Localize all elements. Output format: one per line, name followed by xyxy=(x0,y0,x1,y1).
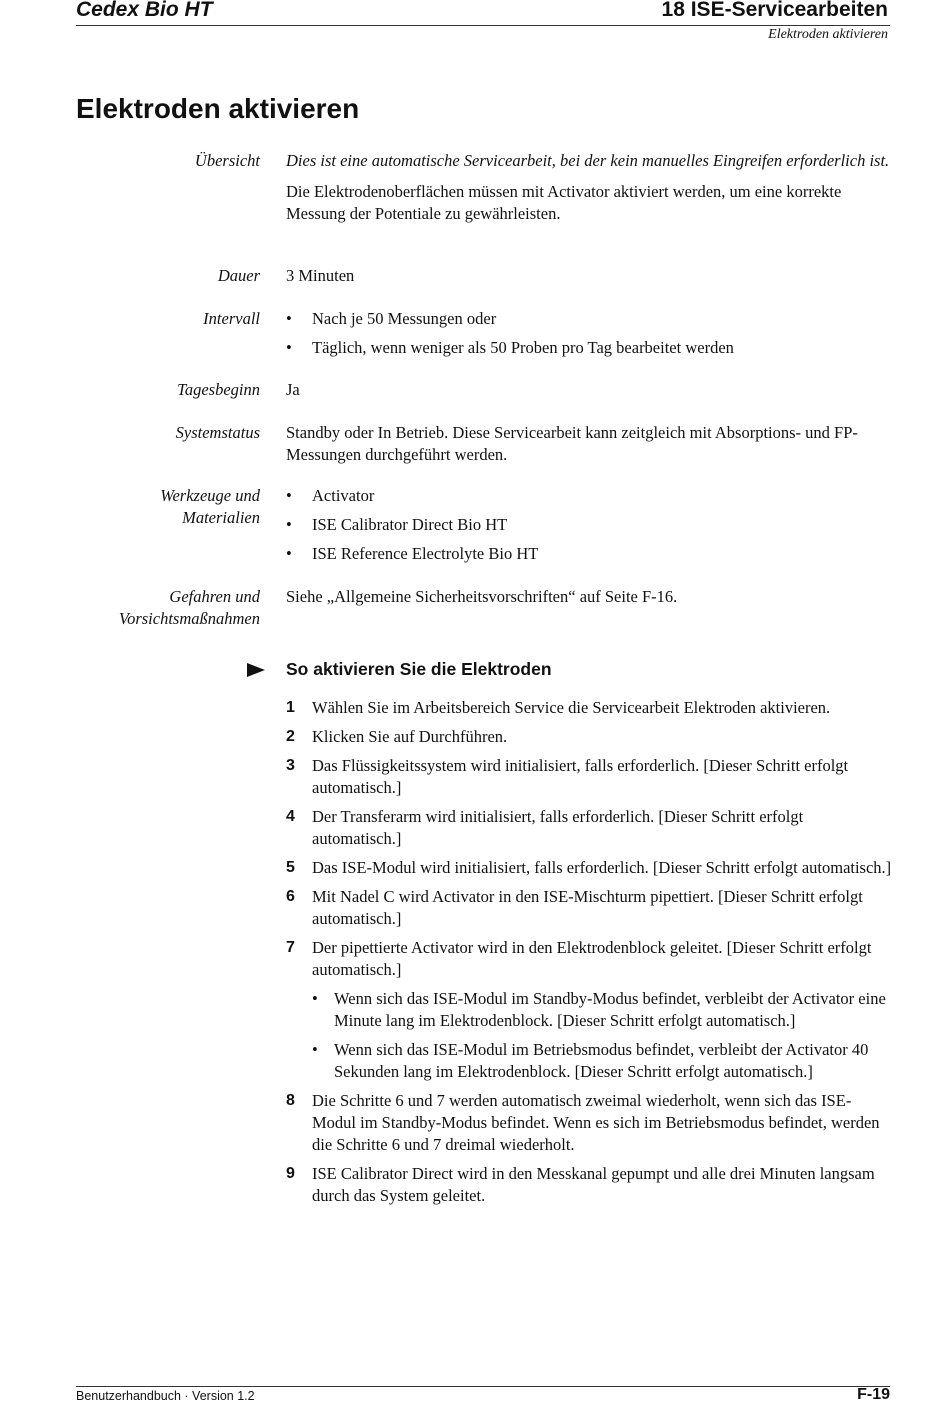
product-name: Cedex Bio HT xyxy=(76,0,213,21)
list-item: • Täglich, wenn weniger als 50 Proben pro Tag bearbeitet werden xyxy=(286,337,892,359)
tools-content xyxy=(286,485,892,572)
procedure-title: So aktivieren Sie die Elektroden xyxy=(286,659,552,679)
step-number: 3 xyxy=(286,757,295,774)
duration-value: 3 Minuten xyxy=(286,266,355,285)
step-text: Das Flüssigkeitssystem wird initialisiert, falls erforderlich. [Dieser Schritt erfolgt automatisch.] xyxy=(312,756,849,797)
procedure-step xyxy=(286,1163,892,1207)
step-number: 7 xyxy=(286,939,295,956)
footer-rule xyxy=(76,1386,890,1387)
chapter-title: 18 ISE-Servicearbeiten xyxy=(661,0,888,21)
daystart-label: Tagesbeginn xyxy=(177,380,260,399)
step-number: 6 xyxy=(286,888,295,905)
step-text: Die Schritte 6 und 7 werden automatisch zweimal wiederholt, wenn sich das ISE-Modul im Standby-Modus befindet. Wenn es sich im Betriebsmodus befindet, werden die Schritte 6 und 7 dreimal wiederholt. xyxy=(312,1091,880,1154)
list-item: • Activator xyxy=(286,485,892,507)
step-sub-list xyxy=(312,988,892,1083)
step-text: Klicken Sie auf Durchführen. xyxy=(312,727,508,746)
overview-content xyxy=(286,150,892,225)
section-title: Elektroden aktivieren xyxy=(768,27,888,42)
list-item: • Nach je 50 Messungen oder xyxy=(286,308,892,330)
procedure-step xyxy=(286,1090,892,1156)
procedure-steps xyxy=(286,697,892,1214)
step-text: Wählen Sie im Arbeitsbereich Service die Servicearbeit Elektroden aktivieren. xyxy=(312,698,831,717)
procedure-step xyxy=(286,697,892,719)
step-text: Der Transferarm wird initialisiert, falls erforderlich. [Dieser Schritt erfolgt automatisch.] xyxy=(312,807,804,848)
system-status-label: Systemstatus xyxy=(175,423,260,442)
step-text: Der pipettierte Activator wird in den Elektrodenblock geleitet. [Dieser Schritt erfolgt automatisch.] xyxy=(312,938,872,979)
list-item: • ISE Reference Electrolyte Bio HT xyxy=(286,543,892,565)
step-number: 5 xyxy=(286,859,295,876)
procedure-step xyxy=(286,886,892,930)
list-item: • Wenn sich das ISE-Modul im Standby-Modus befindet, verbleibt der Activator eine Minute lang im Elektrodenblock. [Dieser Schritt erfolgt automatisch.] xyxy=(312,988,892,1032)
overview-paragraph-1: Dies ist eine automatische Servicearbeit, bei der kein manuelles Eingreifen erforderlich ist. xyxy=(286,151,890,170)
step-number: 9 xyxy=(286,1165,295,1182)
tools-label-line-2: Materialien xyxy=(182,508,260,527)
tools-label xyxy=(60,485,260,529)
procedure-step xyxy=(286,937,892,1083)
tools-label-line-1: Werkzeuge und xyxy=(160,486,260,505)
step-number: 4 xyxy=(286,808,295,825)
overview-paragraph-2: Die Elektrodenoberflächen müssen mit Activator aktiviert werden, um eine korrekte Messung der Potentiale zu gewährleisten. xyxy=(286,182,842,223)
interval-label: Intervall xyxy=(203,309,260,328)
procedure-step xyxy=(286,755,892,799)
hazards-label-line-1: Gefahren und xyxy=(169,587,260,606)
overview-label: Übersicht xyxy=(194,151,260,170)
footer-manual-version: Benutzerhandbuch · Version 1.2 xyxy=(76,1389,255,1403)
procedure-arrow-icon xyxy=(247,663,265,677)
duration-label: Dauer xyxy=(217,266,260,285)
system-status-value: Standby oder In Betrieb. Diese Servicearbeit kann zeitgleich mit Absorptions- und FP-Messungen durchgeführt werden. xyxy=(286,423,858,464)
page-number: F-19 xyxy=(857,1386,890,1403)
step-number: 1 xyxy=(286,699,295,716)
step-number: 2 xyxy=(286,728,295,745)
header-rule xyxy=(76,25,890,26)
hazards-label-line-2: Vorsichtsmaßnahmen xyxy=(118,609,260,628)
page-title: Elektroden aktivieren xyxy=(76,93,360,124)
procedure-step xyxy=(286,726,892,748)
procedure-step xyxy=(286,806,892,850)
step-text: Das ISE-Modul wird initialisiert, falls erforderlich. [Dieser Schritt erfolgt automatisch.] xyxy=(312,858,892,877)
list-item: • ISE Calibrator Direct Bio HT xyxy=(286,514,892,536)
daystart-value: Ja xyxy=(286,380,300,399)
step-number: 8 xyxy=(286,1092,295,1109)
step-text: Mit Nadel C wird Activator in den ISE-Mischturm pipettiert. [Dieser Schritt erfolgt automatisch.] xyxy=(312,887,863,928)
interval-content xyxy=(286,308,892,366)
procedure-step xyxy=(286,857,892,879)
hazards-label xyxy=(60,586,260,630)
hazards-value: Siehe „Allgemeine Sicherheitsvorschriften“ auf Seite F-16. xyxy=(286,587,678,606)
step-text: ISE Calibrator Direct wird in den Messkanal gepumpt und alle drei Minuten langsam durch das System geleitet. xyxy=(312,1164,875,1205)
list-item: • Wenn sich das ISE-Modul im Betriebsmodus befindet, verbleibt der Activator 40 Sekunden lang im Elektrodenblock. [Dieser Schritt erfolgt automatisch.] xyxy=(312,1039,892,1083)
